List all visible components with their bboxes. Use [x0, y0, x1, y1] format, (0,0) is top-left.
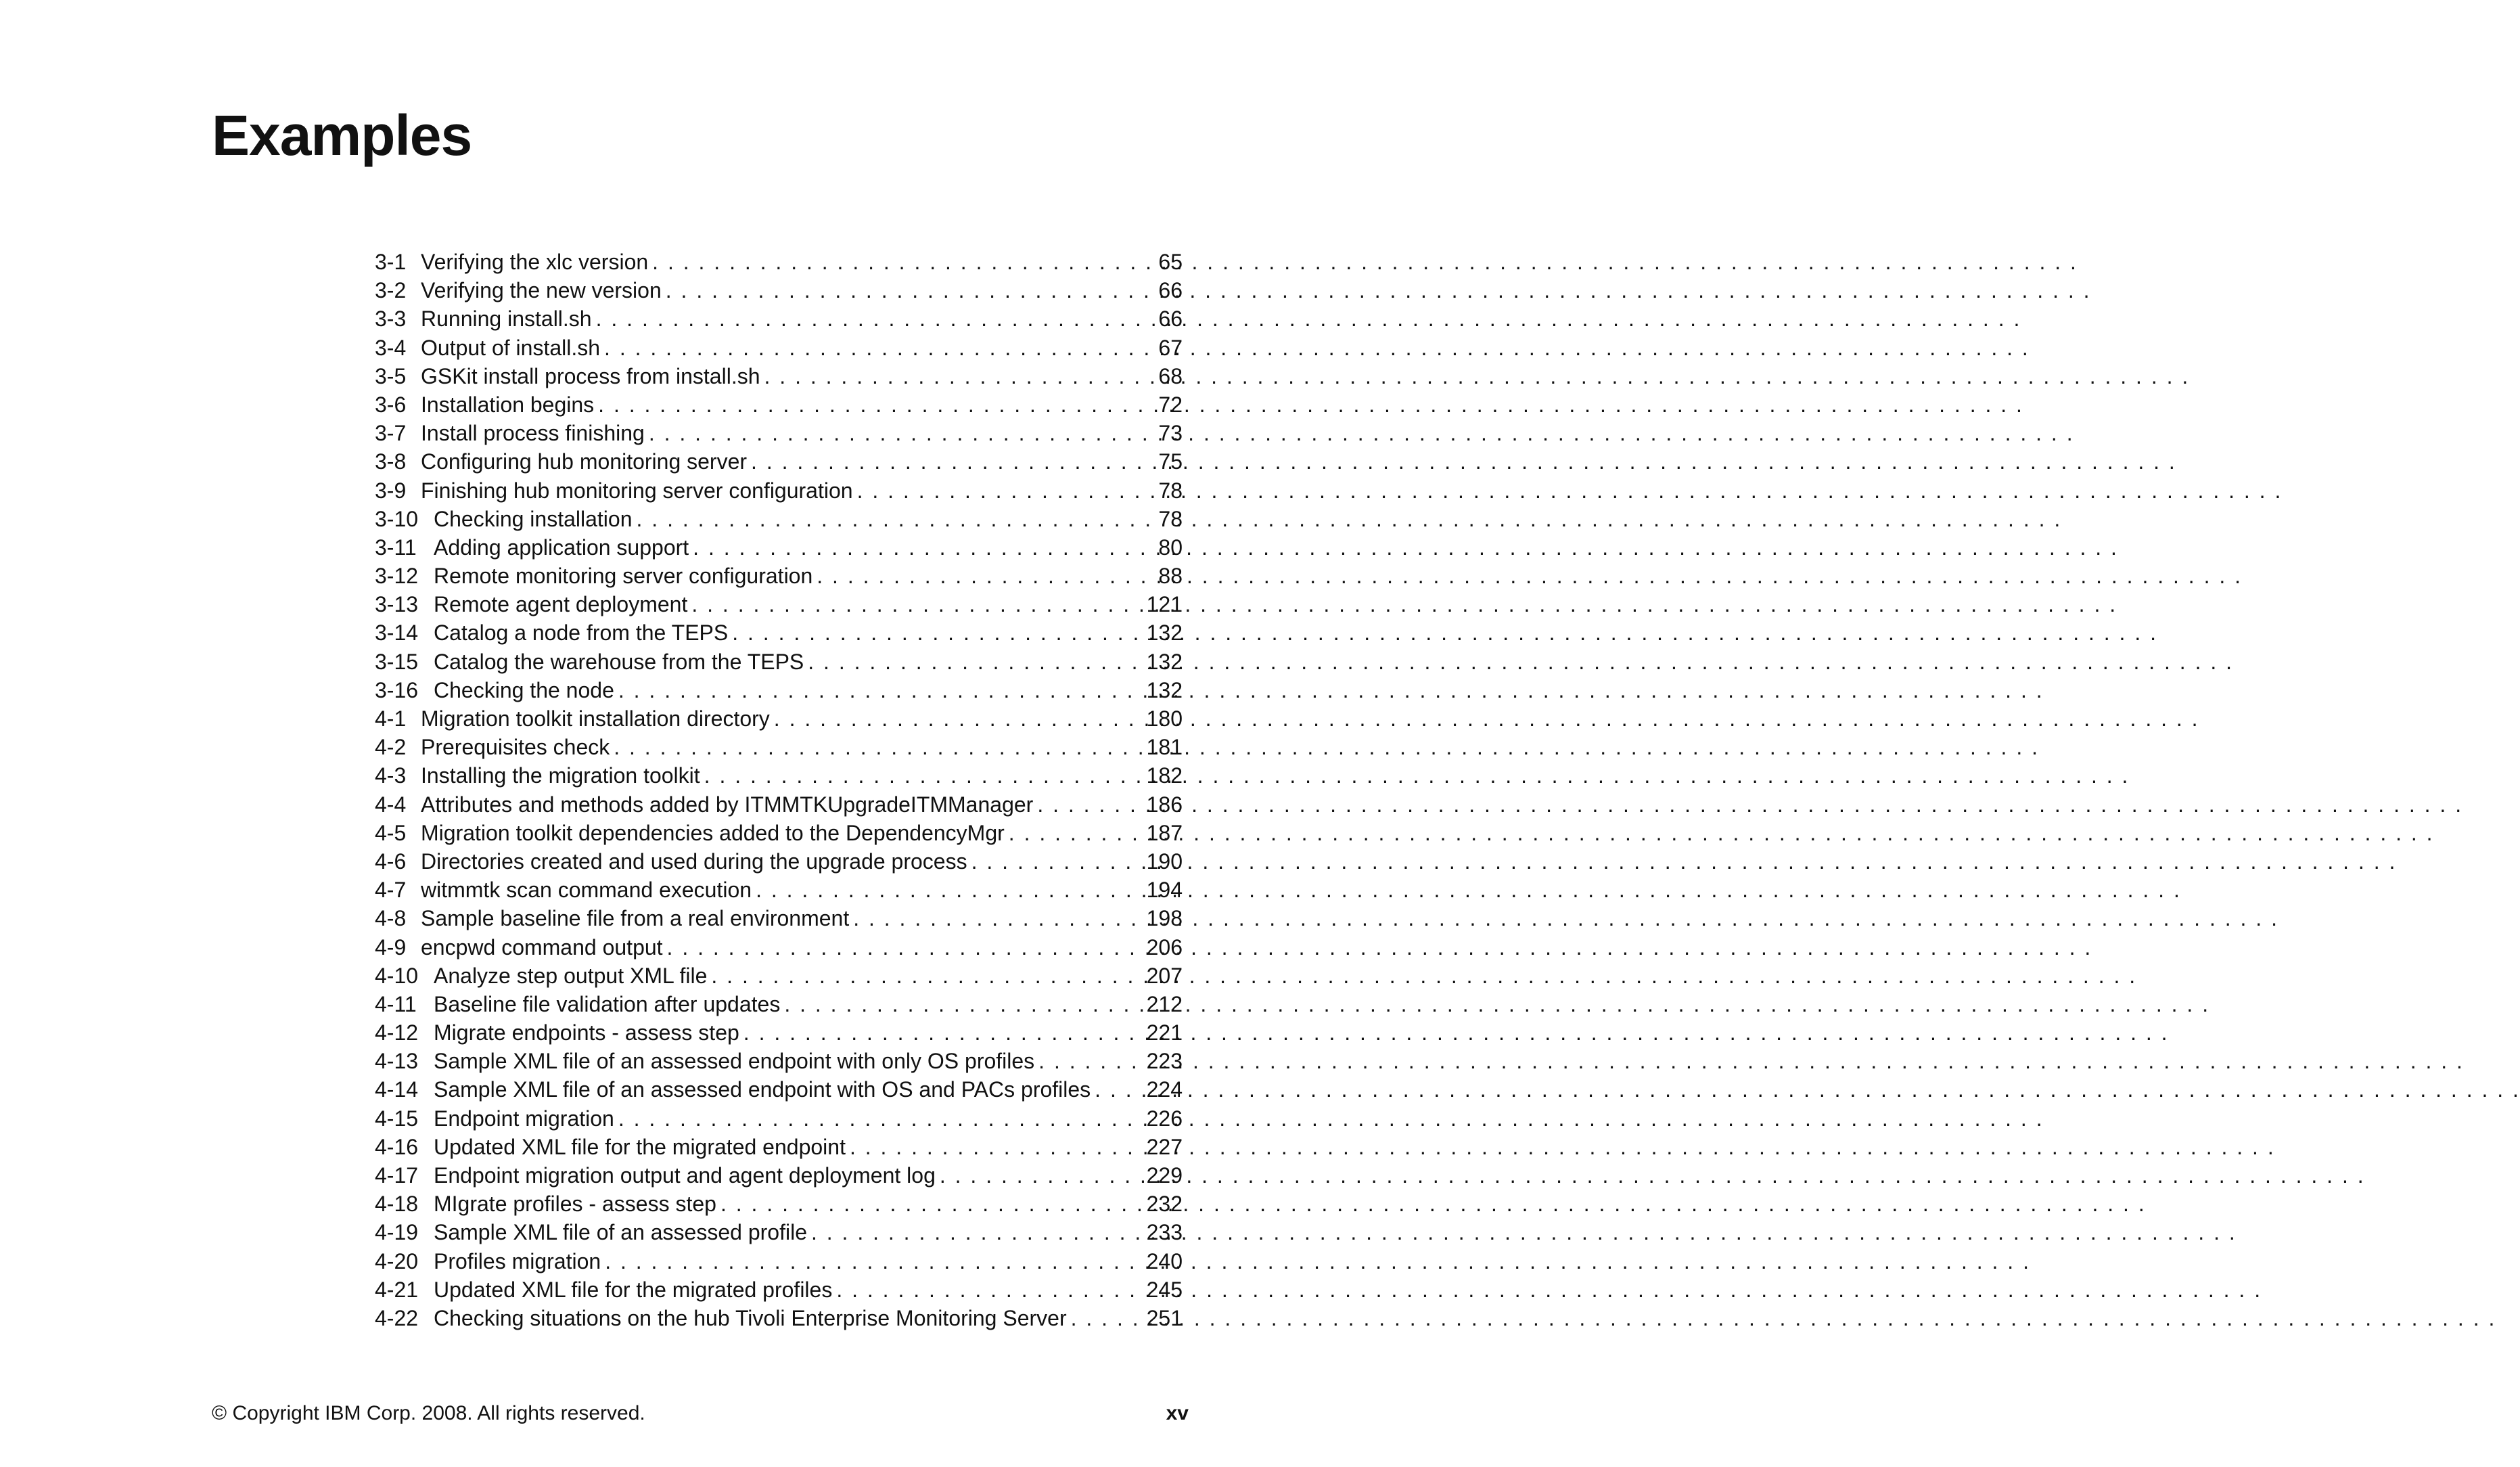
example-title: MIgrate profiles - assess step	[434, 1192, 716, 1217]
dot-leader	[836, 1276, 1142, 1304]
dot-leader	[618, 676, 1143, 704]
example-number: 3-5	[375, 363, 407, 388]
example-number: 3-9	[375, 478, 407, 503]
example-page-number: 182	[1146, 763, 1183, 788]
example-entry[interactable]	[375, 1104, 1183, 1133]
dot-leader	[604, 334, 1154, 362]
dot-leader	[691, 590, 1142, 618]
example-title: Remote monitoring server configuration	[434, 564, 813, 589]
example-page-number: 223	[1146, 1049, 1183, 1074]
example-entry[interactable]	[375, 447, 1183, 476]
example-title: Finishing hub monitoring server configuration	[421, 478, 853, 503]
example-number: 3-12	[375, 564, 419, 589]
example-page-number: 240	[1146, 1248, 1183, 1273]
example-title: Endpoint migration output and agent deployment log	[434, 1163, 936, 1188]
example-title: Profiles migration	[434, 1248, 601, 1273]
example-number: 3-1	[375, 250, 407, 274]
example-page-number: 78	[1158, 478, 1183, 503]
dot-leader	[751, 447, 1154, 476]
example-entry[interactable]	[375, 990, 1183, 1018]
dot-leader	[614, 733, 1142, 761]
dot-leader	[667, 933, 1143, 962]
example-entry[interactable]	[375, 1047, 1183, 1075]
example-title: Catalog a node from the TEPS	[434, 620, 729, 646]
dot-leader	[743, 1018, 1143, 1047]
example-title: Adding application support	[434, 535, 689, 560]
example-entry[interactable]	[375, 933, 1183, 962]
example-number: 4-4	[375, 792, 407, 817]
example-page-number: 75	[1158, 449, 1183, 474]
dot-leader	[618, 1104, 1143, 1133]
example-entry[interactable]	[375, 1133, 1183, 1161]
example-number: 4-7	[375, 878, 407, 903]
example-title: Directories created and used during the upgrade process	[421, 849, 967, 874]
dot-leader	[756, 876, 1143, 904]
example-number: 3-2	[375, 278, 407, 303]
example-page-number: 68	[1158, 363, 1183, 388]
example-page-number: 88	[1158, 564, 1183, 589]
example-number: 4-3	[375, 763, 407, 788]
dot-leader	[637, 505, 1155, 533]
example-number: 4-2	[375, 735, 407, 760]
dot-leader	[1009, 819, 1143, 847]
dot-leader	[605, 1247, 1142, 1276]
example-number: 4-22	[375, 1305, 419, 1330]
example-page-number: 181	[1146, 735, 1183, 760]
example-title: Attributes and methods added by ITMMTKUpgradeITMManager	[421, 792, 1034, 817]
example-title: Output of install.sh	[421, 335, 601, 360]
example-number: 4-12	[375, 1020, 419, 1045]
example-number: 3-13	[375, 592, 419, 617]
dot-leader	[666, 276, 1155, 304]
example-title: encpwd command output	[421, 934, 663, 960]
example-title: Migration toolkit dependencies added to the DependencyMgr	[421, 820, 1005, 845]
example-number: 4-14	[375, 1077, 419, 1102]
example-page-number: 121	[1146, 592, 1183, 617]
example-page-number: 224	[1146, 1077, 1183, 1102]
example-number: 4-15	[375, 1106, 419, 1131]
example-entry[interactable]	[375, 362, 1183, 390]
example-title: Catalog the warehouse from the TEPS	[434, 649, 804, 674]
dot-leader	[774, 704, 1143, 733]
example-page-number: 67	[1158, 335, 1183, 360]
footer-copyright: © Copyright IBM Corp. 2008. All rights reserved.	[212, 1402, 645, 1424]
example-entry[interactable]	[375, 733, 1183, 761]
example-page-number: 245	[1146, 1277, 1183, 1302]
example-page-number: 186	[1146, 792, 1183, 817]
example-number: 4-16	[375, 1134, 419, 1159]
example-title: witmmtk scan command execution	[421, 878, 752, 903]
dot-leader	[811, 1218, 1143, 1246]
dot-leader	[853, 904, 1142, 932]
example-number: 4-11	[375, 991, 417, 1016]
example-entry[interactable]	[375, 1161, 1183, 1190]
example-number: 3-4	[375, 335, 407, 360]
example-page-number: 65	[1158, 250, 1183, 274]
example-entry[interactable]	[375, 1018, 1183, 1047]
example-title: Updated XML file for the migrated endpoint	[434, 1134, 846, 1159]
dot-leader	[971, 847, 1143, 876]
example-page-number: 190	[1146, 849, 1183, 874]
dot-leader	[1095, 1075, 1142, 1104]
example-title: Migrate endpoints - assess step	[434, 1020, 739, 1045]
dot-leader	[598, 390, 1154, 419]
example-entry[interactable]	[375, 248, 1183, 276]
example-title: GSKit install process from install.sh	[421, 363, 760, 388]
example-page-number: 233	[1146, 1220, 1183, 1245]
dot-leader	[808, 648, 1142, 676]
example-entry[interactable]	[375, 1247, 1183, 1276]
dot-leader	[764, 362, 1155, 390]
example-entry[interactable]	[375, 276, 1183, 304]
example-number: 4-13	[375, 1049, 419, 1074]
example-entry[interactable]	[375, 505, 1183, 533]
example-title: Installation begins	[421, 392, 595, 417]
example-page-number: 73	[1158, 421, 1183, 446]
example-page-number: 221	[1146, 1020, 1183, 1045]
dot-leader	[784, 990, 1142, 1018]
example-title: Updated XML file for the migrated profiles	[434, 1277, 833, 1302]
example-number: 3-16	[375, 677, 419, 702]
dot-leader	[1037, 790, 1142, 819]
example-entry[interactable]	[375, 648, 1183, 676]
dot-leader	[817, 562, 1154, 590]
dot-leader	[1038, 1047, 1142, 1075]
dot-leader	[704, 761, 1143, 790]
example-entry[interactable]	[375, 533, 1183, 562]
example-title: Running install.sh	[421, 307, 592, 332]
dot-leader	[850, 1133, 1143, 1161]
example-page-number: 198	[1146, 906, 1183, 931]
example-entry[interactable]	[375, 761, 1183, 790]
example-number: 4-8	[375, 906, 407, 931]
example-entry[interactable]	[375, 1276, 1183, 1304]
example-entry[interactable]	[375, 1190, 1183, 1218]
example-title: Verifying the xlc version	[421, 250, 649, 274]
example-number: 3-10	[375, 506, 419, 531]
example-title: Analyze step output XML file	[434, 963, 708, 988]
example-number: 4-6	[375, 849, 407, 874]
example-page-number: 80	[1158, 535, 1183, 560]
example-title: Migration toolkit installation directory	[421, 706, 770, 731]
example-title: Endpoint migration	[434, 1106, 614, 1131]
example-number: 4-9	[375, 934, 407, 960]
example-title: Checking situations on the hub Tivoli Enterprise Monitoring Server	[434, 1305, 1067, 1330]
examples-list	[375, 248, 1183, 1332]
example-entry[interactable]	[375, 304, 1183, 333]
example-number: 3-3	[375, 307, 407, 332]
example-entry[interactable]	[375, 390, 1183, 419]
example-page-number: 132	[1146, 620, 1183, 646]
example-entry[interactable]	[375, 790, 1183, 819]
example-title: Checking installation	[434, 506, 633, 531]
example-page-number: 78	[1158, 506, 1183, 531]
example-entry[interactable]	[375, 419, 1183, 447]
example-page-number: 66	[1158, 307, 1183, 332]
example-title: Sample XML file of an assessed endpoint with OS and PACs profiles	[434, 1077, 1091, 1102]
example-number: 3-7	[375, 421, 407, 446]
example-number: 4-21	[375, 1277, 419, 1302]
dot-leader	[1071, 1304, 1143, 1332]
dot-leader	[649, 419, 1155, 447]
example-title: Configuring hub monitoring server	[421, 449, 748, 474]
example-number: 4-18	[375, 1192, 419, 1217]
example-page-number: 226	[1146, 1106, 1183, 1131]
example-entry[interactable]	[375, 618, 1183, 647]
example-entry[interactable]	[375, 1304, 1183, 1332]
example-page-number: 207	[1146, 963, 1183, 988]
dot-leader	[693, 533, 1154, 562]
example-number: 4-19	[375, 1220, 419, 1245]
example-page-number: 229	[1146, 1163, 1183, 1188]
dot-leader	[857, 476, 1155, 505]
example-page-number: 227	[1146, 1134, 1183, 1159]
example-entry[interactable]	[375, 676, 1183, 704]
example-number: 3-14	[375, 620, 419, 646]
example-title: Install process finishing	[421, 421, 645, 446]
dot-leader	[596, 304, 1155, 333]
example-number: 3-8	[375, 449, 407, 474]
example-entry[interactable]	[375, 334, 1183, 362]
example-title: Sample XML file of an assessed profile	[434, 1220, 807, 1245]
example-entry[interactable]	[375, 562, 1183, 590]
example-number: 4-1	[375, 706, 407, 731]
example-page-number: 72	[1158, 392, 1183, 417]
example-page-number: 132	[1146, 677, 1183, 702]
example-page-number: 132	[1146, 649, 1183, 674]
example-entry[interactable]	[375, 819, 1183, 847]
example-title: Prerequisites check	[421, 735, 610, 760]
dot-leader	[720, 1190, 1143, 1218]
footer-page-number: xv	[1166, 1402, 1189, 1424]
example-number: 4-10	[375, 963, 419, 988]
page-title: Examples	[212, 104, 472, 167]
dot-leader	[711, 962, 1142, 990]
example-page-number: 232	[1146, 1192, 1183, 1217]
example-number: 3-11	[375, 535, 417, 560]
example-number: 4-17	[375, 1163, 419, 1188]
example-page-number: 66	[1158, 278, 1183, 303]
example-page-number: 194	[1146, 878, 1183, 903]
example-entry[interactable]	[375, 1218, 1183, 1246]
dot-leader	[940, 1161, 1143, 1190]
example-page-number: 251	[1146, 1305, 1183, 1330]
example-entry[interactable]	[375, 876, 1183, 904]
example-entry[interactable]	[375, 904, 1183, 932]
example-title: Checking the node	[434, 677, 614, 702]
example-page-number: 206	[1146, 934, 1183, 960]
example-title: Sample baseline file from a real environment	[421, 906, 850, 931]
example-entry[interactable]	[375, 962, 1183, 990]
example-entry[interactable]	[375, 476, 1183, 505]
example-title: Sample XML file of an assessed endpoint with only OS profiles	[434, 1049, 1035, 1074]
example-number: 3-6	[375, 392, 407, 417]
example-title: Remote agent deployment	[434, 592, 688, 617]
example-entry[interactable]	[375, 590, 1183, 618]
example-title: Baseline file validation after updates	[434, 991, 781, 1016]
example-entry[interactable]	[375, 1075, 1183, 1104]
example-entry[interactable]	[375, 847, 1183, 876]
dot-leader	[652, 248, 1154, 276]
example-page-number: 187	[1146, 820, 1183, 845]
example-title: Verifying the new version	[421, 278, 662, 303]
example-entry[interactable]	[375, 704, 1183, 733]
example-title: Installing the migration toolkit	[421, 763, 700, 788]
example-number: 4-5	[375, 820, 407, 845]
example-number: 4-20	[375, 1248, 419, 1273]
example-page-number: 212	[1146, 991, 1183, 1016]
dot-leader	[732, 618, 1142, 647]
example-number: 3-15	[375, 649, 419, 674]
example-page-number: 180	[1146, 706, 1183, 731]
